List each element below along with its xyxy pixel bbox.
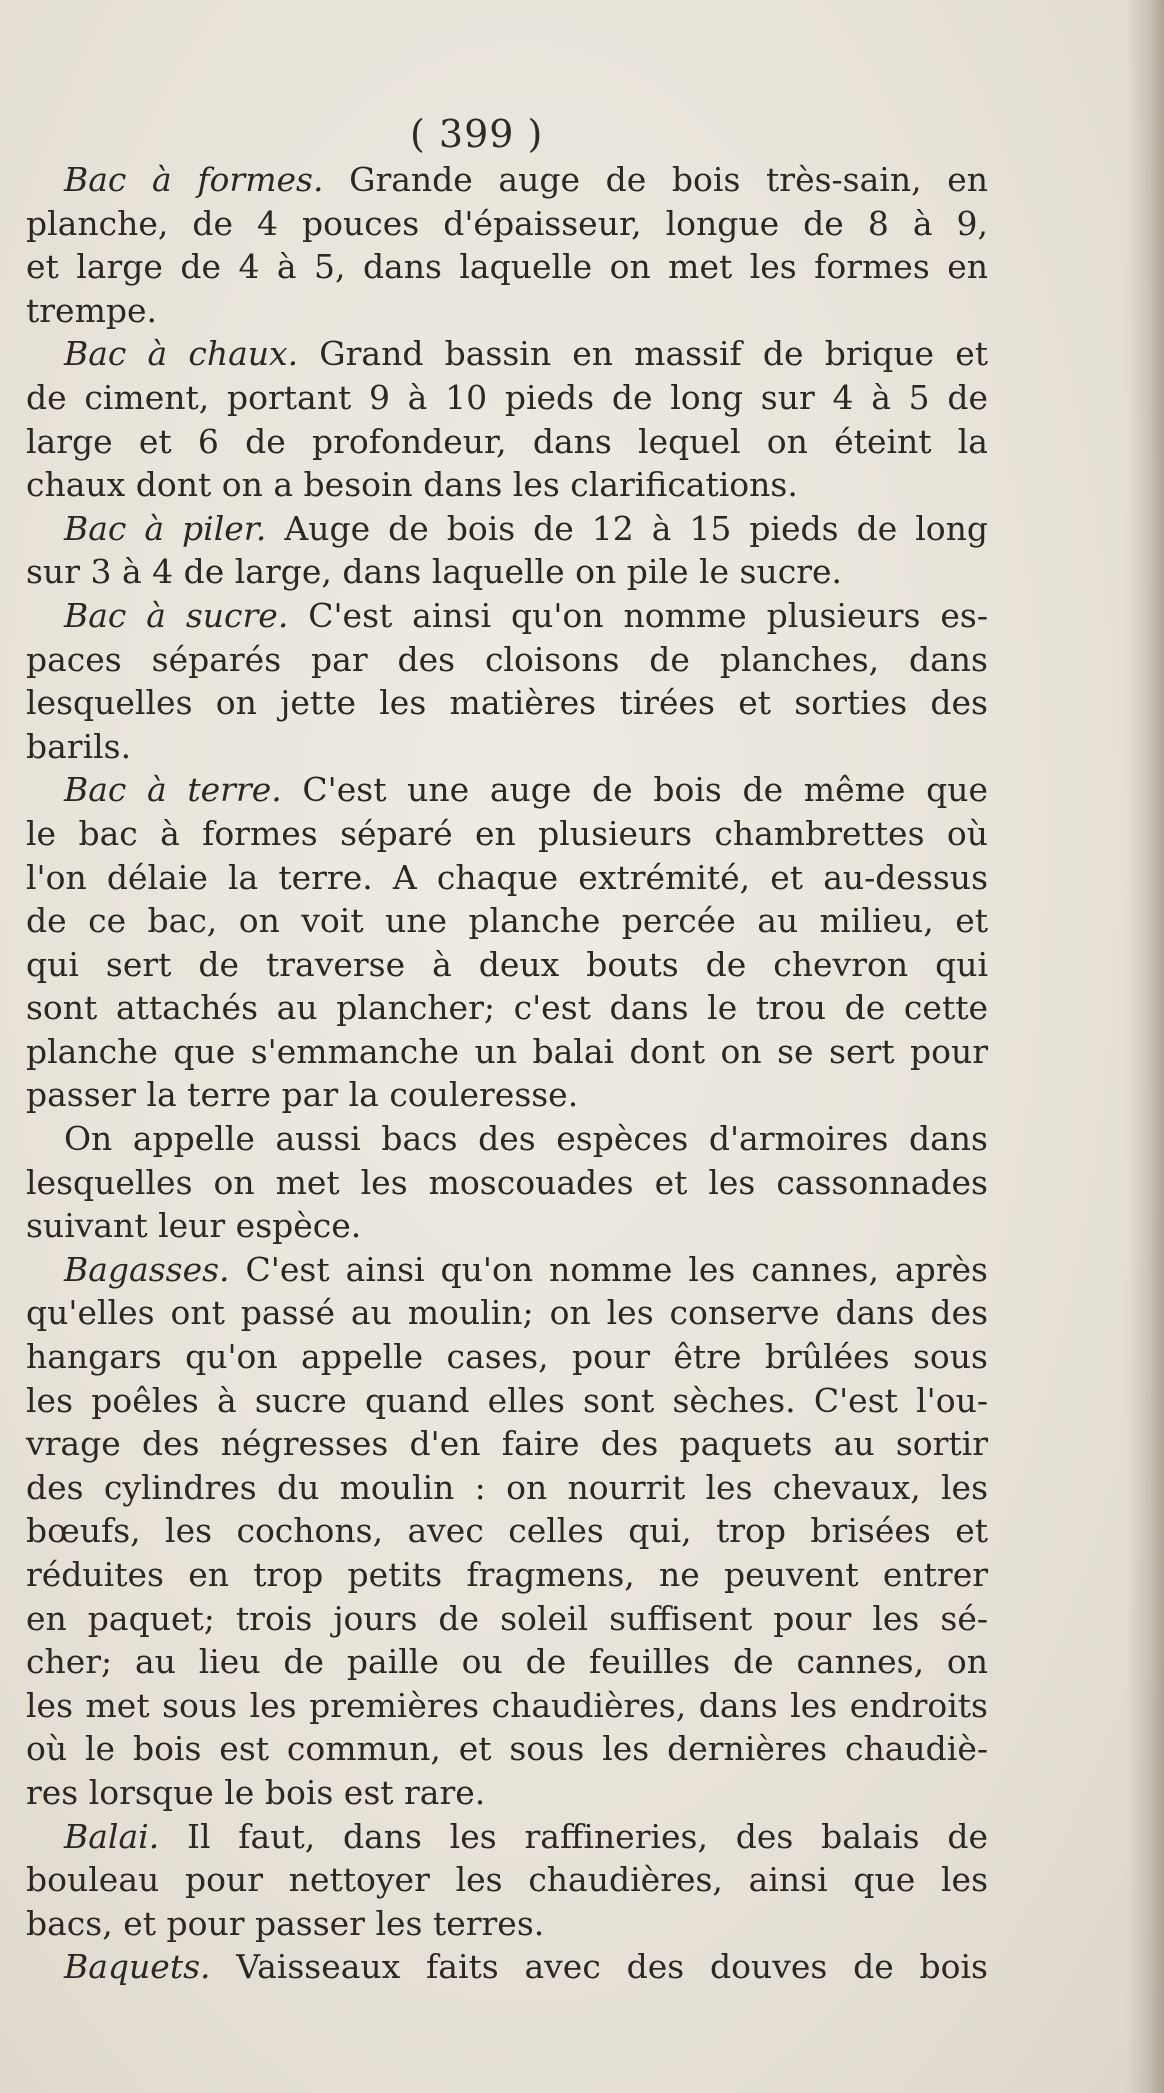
line-text: les poêles à sucre quand elles sont sèches. C'est l'ou- <box>26 1380 988 1420</box>
text-line <box>26 1858 988 1902</box>
line-text: Grande auge de bois très-sain, en <box>323 160 988 199</box>
text-line <box>26 1335 988 1379</box>
text-line <box>26 1640 988 1684</box>
line-text: res lorsque le bois est rare. <box>26 1772 486 1812</box>
text-line <box>26 1204 988 1248</box>
line-text: suivant leur espèce. <box>26 1206 362 1246</box>
text-line <box>26 550 988 594</box>
page-number: ( 399 ) <box>410 112 544 156</box>
text-line <box>26 1727 988 1771</box>
line-text: bœufs, les cochons, avec celles qui, trop brisées et <box>26 1511 988 1551</box>
line-text: bacs, et pour passer les terres. <box>26 1903 545 1943</box>
line-text: sont attachés au plancher; c'est dans le trou de cette <box>26 988 988 1028</box>
line-text: hangars qu'on appelle cases, pour être brûlées sous <box>26 1337 988 1377</box>
text-line <box>26 899 988 943</box>
text-line <box>26 463 988 507</box>
line-text: Auge de bois de 12 à 15 pieds de long <box>266 508 988 548</box>
line-text: chaux dont on a besoin dans les clarifications. <box>26 465 798 505</box>
text-line <box>26 1945 988 1989</box>
line-text: lesquelles on jette les matières tirées et sorties des <box>26 683 988 723</box>
text-line <box>26 1291 988 1335</box>
text-line <box>26 1815 988 1859</box>
line-text: de ce bac, on voit une planche percée au milieu, et <box>26 901 988 941</box>
line-text: large et 6 de profondeur, dans lequel on éteint la <box>26 421 988 461</box>
text-line <box>26 681 988 725</box>
line-text: Grand bassin en massif de brique et <box>298 334 988 374</box>
text-line <box>26 768 988 812</box>
text-line <box>26 1597 988 1641</box>
text-line <box>26 1902 988 1946</box>
line-text: Il faut, dans les raffineries, des balais de <box>159 1816 988 1856</box>
line-text: réduites en trop petits fragmens, ne peuvent entrer <box>26 1555 988 1594</box>
text-line <box>26 245 988 289</box>
entry-heading: Bac à sucre. <box>64 595 289 635</box>
line-text: des cylindres du moulin : on nourrit les chevaux, les <box>26 1467 988 1507</box>
line-text: le bac à formes séparé en plusieurs chambrettes où <box>26 813 988 853</box>
line-text: planche que s'emmanche un balai dont on se sert pour <box>26 1031 988 1071</box>
entry-heading: Bac à formes. <box>64 160 324 199</box>
text-line <box>26 1030 988 1074</box>
line-text: l'on délaie la terre. A chaque extrémité, et au-dessus <box>26 857 988 897</box>
gutter-shadow <box>1126 0 1164 2093</box>
line-text: trempe. <box>26 290 158 330</box>
entry-heading: Bac à chaux. <box>64 334 299 374</box>
text-line <box>26 289 988 333</box>
text-line <box>26 1466 988 1510</box>
entry-heading: Bac à piler. <box>64 508 267 548</box>
line-text: en paquet; trois jours de soleil suffisent pour les sé- <box>26 1598 988 1638</box>
line-text: lesquelles on met les moscouades et les cassonnades <box>26 1162 988 1202</box>
text-line <box>26 376 988 420</box>
line-text: barils. <box>26 726 132 766</box>
line-text: où le bois est commun, et sous les dernières chaudiè- <box>26 1729 988 1769</box>
text-line <box>26 1117 988 1161</box>
line-text: sur 3 à 4 de large, dans laquelle on pile le sucre. <box>26 552 843 592</box>
text-line <box>26 507 988 551</box>
line-text: planche, de 4 pouces d'épaisseur, longue de 8 à 9, <box>26 203 988 243</box>
text-line <box>26 158 988 202</box>
body-text <box>26 158 988 1989</box>
entry-heading: Balai. <box>64 1816 160 1856</box>
line-text: et large de 4 à 5, dans laquelle on met les formes en <box>26 247 988 287</box>
line-text: passer la terre par la couleresse. <box>26 1075 579 1115</box>
text-line <box>26 638 988 682</box>
text-line <box>26 1509 988 1553</box>
line-text: qui sert de traverse à deux bouts de chevron qui <box>26 944 988 984</box>
line-text: On appelle aussi bacs des espèces d'armoires dans <box>64 1119 988 1159</box>
line-text: bouleau pour nettoyer les chaudières, ainsi que les <box>26 1860 988 1900</box>
line-text: Vaisseaux faits avec des douves de bois <box>210 1947 988 1987</box>
text-line <box>26 986 988 1030</box>
line-text: de ciment, portant 9 à 10 pieds de long sur 4 à 5 de <box>26 377 988 417</box>
text-line <box>26 856 988 900</box>
text-line <box>26 943 988 987</box>
line-text: cher; au lieu de paille ou de feuilles de cannes, on <box>26 1642 988 1682</box>
text-line <box>26 420 988 464</box>
text-line <box>26 1161 988 1205</box>
text-line <box>26 1771 988 1815</box>
text-line <box>26 1422 988 1466</box>
text-line <box>26 594 988 638</box>
line-text: C'est ainsi qu'on nomme les cannes, après <box>229 1249 988 1289</box>
text-line <box>26 1553 988 1597</box>
text-line <box>26 1248 988 1292</box>
text-line <box>26 1379 988 1423</box>
text-line <box>26 202 988 246</box>
entry-heading: Baquets. <box>64 1947 211 1987</box>
line-text: C'est ainsi qu'on nomme plusieurs es- <box>288 595 988 635</box>
line-text: C'est une auge de bois de même que <box>281 770 989 810</box>
line-text: vrage des négresses d'en faire des paquets au sortir <box>26 1424 988 1464</box>
text-line <box>26 1073 988 1117</box>
line-text: les met sous les premières chaudières, dans les endroits <box>26 1685 988 1725</box>
text-line <box>26 725 988 769</box>
entry-heading: Bagasses. <box>64 1249 230 1289</box>
text-line <box>26 1684 988 1728</box>
text-line <box>26 812 988 856</box>
line-text: paces séparés par des cloisons de planches, dans <box>26 639 988 679</box>
line-text: qu'elles ont passé au moulin; on les conserve dans des <box>26 1293 988 1333</box>
entry-heading: Bac à terre. <box>64 770 282 810</box>
text-line <box>26 332 988 376</box>
